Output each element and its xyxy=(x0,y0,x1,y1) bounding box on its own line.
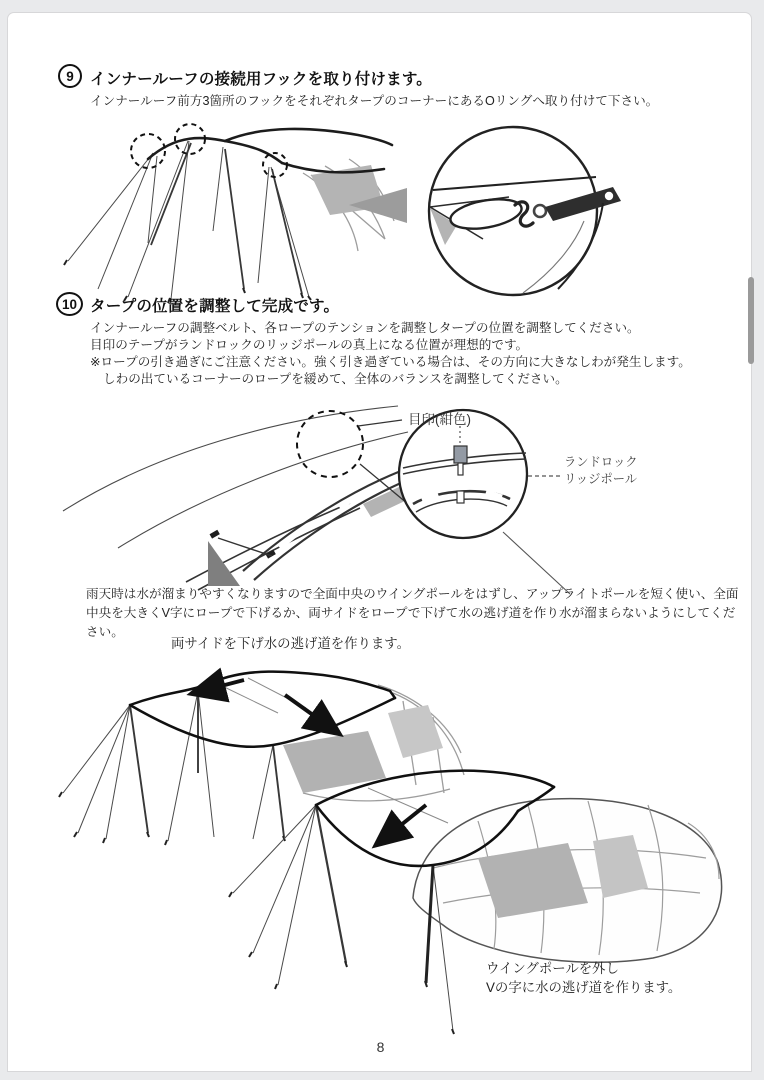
caption-wing-pole-line2: Vの字に水の逃げ道を作ります。 xyxy=(486,980,682,995)
scrollbar-thumb[interactable] xyxy=(748,277,754,364)
step-10-title: タープの位置を調整して完成です。 xyxy=(90,298,340,315)
figure-hook-attachment xyxy=(53,111,658,306)
step-10-line-1: インナールーフの調整ベルト、各ロープのテンションを調整しタープの位置を調整してください。 xyxy=(90,321,640,335)
figure-ridge-marker xyxy=(58,396,753,598)
step-9-title: インナールーフの接続用フックを取り付けます。 xyxy=(90,71,432,88)
marker-label: 目印(紺色) xyxy=(408,412,471,427)
rain-note: 雨天時は水が溜まりやすくなりますので全面中央のウイングポールをはずし、アップライトポールを短く使い、全面中央を大きくV字にロープで下げるか、両サイドをロープで下げて水の逃げ道を作り水が溜まらないようにしてください。 xyxy=(86,587,739,639)
water-flow-arrow-right xyxy=(285,695,334,730)
step-10-line-4: しわの出ているコーナーのロープを緩めて、全体のバランスを調整してください。 xyxy=(103,372,568,386)
ridge-pole-label-line1: ランドロック xyxy=(564,455,638,469)
ridge-pole-label-line2: リッジポール xyxy=(564,472,638,486)
step-10-badge xyxy=(56,292,83,316)
water-flow-arrow-v xyxy=(381,805,426,841)
step-10-line-3: ※ロープの引き過ぎにご注意ください。強く引き過ぎている場合は、その方向に大きなしわが発生します。 xyxy=(90,355,691,369)
caption-both-sides: 両サイドを下げ水の逃げ道を作ります。 xyxy=(171,636,411,651)
navy-marker-tape xyxy=(454,446,467,463)
step-9-number: 9 xyxy=(66,68,74,84)
page-number: 8 xyxy=(376,1039,385,1055)
step-10-number: 10 xyxy=(61,296,78,312)
ridge-pole-label xyxy=(564,454,638,488)
step-9-badge xyxy=(58,64,82,88)
manual-page xyxy=(7,12,752,1072)
caption-wing-pole-line1: ウイングポールを外し xyxy=(486,961,619,976)
caption-wing-pole xyxy=(486,959,681,997)
step-10-line-2: 目印のテープがランドロックのリッジポールの真上になる位置が理想的です。 xyxy=(90,338,529,352)
marker-location-circle xyxy=(297,411,363,477)
step-9-body: インナールーフ前方3箇所のフックをそれぞれタープのコーナーにあるOリングへ取り付けて下さい。 xyxy=(90,94,659,108)
